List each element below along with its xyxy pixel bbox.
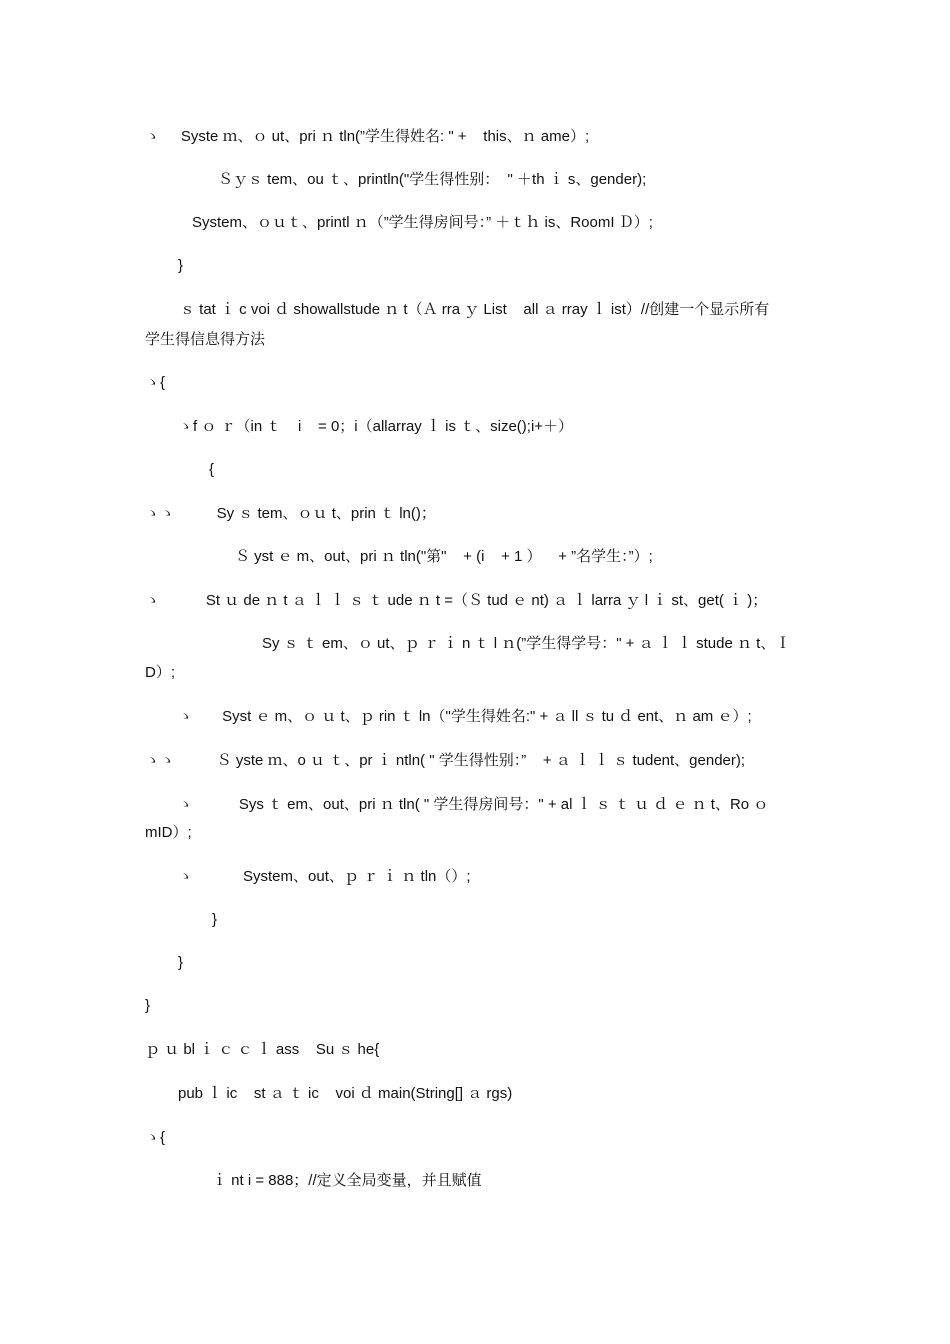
code-line: } xyxy=(178,954,184,971)
code-line: pub ｌ ic st ａ ｔ ic voi ｄ main(String[] ａ rgs) xyxy=(178,1085,513,1102)
code-line: ゝ System、out、ｐ ｒ ｉ ｎ tln（）; xyxy=(178,868,471,885)
code-line: ゝ{ xyxy=(145,374,166,391)
code-line: } xyxy=(145,997,151,1014)
code-line: ゝ Syste ｍ、ｏ ut、pri ｎ tln(”学生得姓名: " + this、ｎ ame）; xyxy=(145,128,590,145)
code-line: ｉ nt i = 888；//定义全局变量，并且赋值 xyxy=(212,1172,482,1189)
code-line: ゝf ｏ ｒ（in ｔ i = 0；i（allarray ｌ is ｔ、size();i+＋） xyxy=(178,418,574,435)
code-line: ゝ Syst ｅ m、ｏ ｕ t、ｐ rin ｔ ln（"学生得姓名:" + ａ ll ｓ tu ｄ ent、ｎ am ｅ）; xyxy=(178,708,752,725)
code-line: 学生得信息得方法 xyxy=(145,331,266,348)
code-line: ｓ tat ｉ c voi ｄ showallstude ｎ t（Ａ rra ｙ List all ａ rray ｌ ist）//创建一个显示所有 xyxy=(180,301,770,318)
code-line: } xyxy=(212,911,218,928)
code-line: ゝ St ｕ de ｎ t ａ ｌ ｌ ｓ ｔ ude ｎ t =（Ｓ tud ｅ nt) ａ ｌ larra ｙ l ｉ st、get( ｉ )； xyxy=(145,592,768,609)
code-line: ゝゝ Sy ｓ tem、ｏｕ t、prin ｔ ln()； xyxy=(145,505,436,522)
code-line: ｐ ｕ bl ｉ ｃ ｃ ｌ ass Su ｓ he{ xyxy=(145,1041,380,1058)
code-line: ゝ Sys ｔ em、out、pri ｎ tln( " 学生得房间号：" + al ｌ ｓ ｔ ｕ ｄ ｅ ｎ t、Ro ｏ xyxy=(178,796,769,813)
code-line: ゝゝ Ｓ yste ｍ、o ｕ ｔ、pr ｉ ntln( " 学生得性别：” + ａ ｌ ｌ ｓ tudent、gender); xyxy=(145,752,746,769)
code-line: } xyxy=(178,257,184,274)
code-line: { xyxy=(209,461,215,478)
code-line: ゝ{ xyxy=(145,1129,166,1146)
code-line: D）; xyxy=(145,664,176,681)
code-line: Sy ｓ ｔ em、ｏ ut、ｐ ｒ ｉ n ｔ l ｎ(”学生得学号：" + ａ ｌ ｌ stude ｎ t、Ｉ xyxy=(262,635,791,652)
code-line: Ｓｙｓ tem、ou ｔ、println("学生得性别： " ＋th ｉ s、gender); xyxy=(218,171,647,188)
code-line: System、ｏｕｔ、printl ｎ（”学生得房间号：” ＋ｔｈ is、RoomI Ｄ）; xyxy=(192,214,653,231)
code-line: Ｓ yst ｅ m、out、pri ｎ tln("第" + (i + 1 ） + ”名学生：”）; xyxy=(235,548,653,565)
code-line: mID）; xyxy=(145,824,192,841)
